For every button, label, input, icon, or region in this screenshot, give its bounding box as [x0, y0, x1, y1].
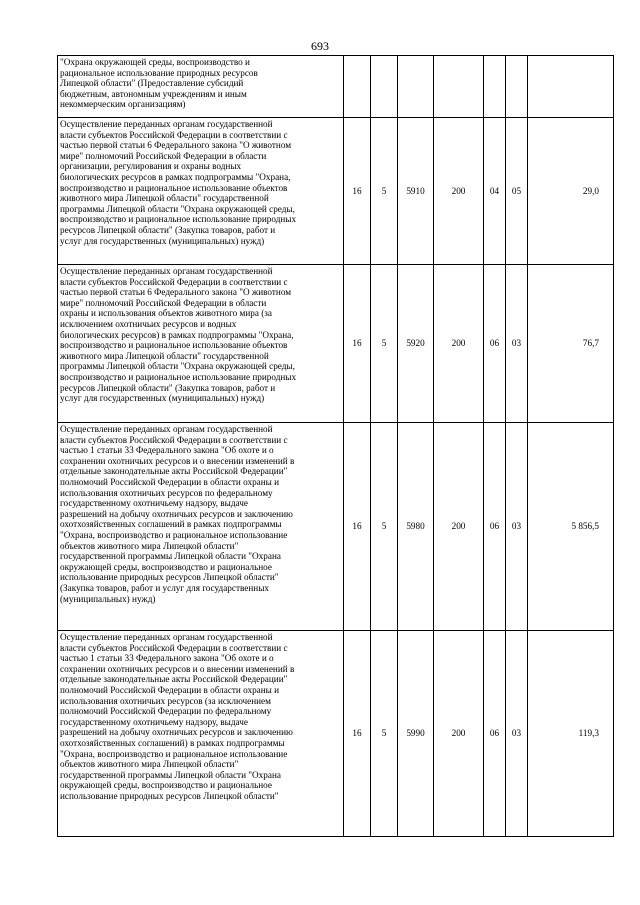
code-cell: 03	[506, 631, 528, 837]
table-row	[58, 631, 614, 837]
code-cell	[398, 56, 434, 118]
code-cell: 5	[371, 265, 398, 423]
page-number: 693	[311, 39, 329, 53]
code-cell: 05	[506, 118, 528, 265]
code-cell	[434, 56, 484, 118]
code-cell	[371, 56, 398, 118]
code-cell	[344, 56, 371, 118]
code-cell	[484, 56, 506, 118]
table-row	[58, 423, 614, 631]
code-cell: 5980	[398, 423, 434, 631]
amount-cell: 119,3	[528, 631, 614, 837]
code-cell: 5	[371, 423, 398, 631]
code-cell: 5920	[398, 265, 434, 423]
code-cell: 200	[434, 423, 484, 631]
row-description: Осуществление переданных органам государственной власти субъектов Российской Федерации в соответствии с частью 1 статьи 33 Федерального закона "Об охоте и о сохранении охотничьих ресурсов и о внесении изменений в отдельные законодательные акты Российской Федерации" полномочий Российской Федерации в области охраны и использования охотничьих ресурсов по федеральному государственному охотничьему надзору, выдаче разрешений на добычу охотничьих ресурсов и заключению охотхозяйственных соглашений в рамках подпрограммы "Охрана, воспроизводство и рациональное использование объектов животного мира Липецкой области" государственной программы Липецкой области "Охрана окружающей среды, воспроизводство и рациональное использование природных ресурсов Липецкой области" (Закупка товаров, работ и услуг для государственных (муниципальных) нужд)	[58, 423, 344, 631]
row-description: Осуществление переданных органам государственной власти субъектов Российской Федерации в соответствии с частью 1 статьи 33 Федерального закона "Об охоте и о сохранении охотничьих ресурсов и о внесении изменений в отдельные законодательные акты Российской Федерации" полномочий Российской Федерации в области охраны и использования охотничьих ресурсов (за исключением полномочий Российской Федерации по федеральному государственному охотничьему надзору, выдаче разрешений на добычу охотничьих ресурсов и заключению охотхозяйственных соглашений) в рамках подпрограммы "Охрана, воспроизводство и рациональное использование объектов животного мира Липецкой области" государственной программы Липецкой области "Охрана окружающей среды, воспроизводство и рациональное использование природных ресурсов Липецкой области"	[58, 631, 344, 837]
code-cell: 200	[434, 265, 484, 423]
code-cell: 200	[434, 118, 484, 265]
code-cell: 5910	[398, 118, 434, 265]
code-cell: 200	[434, 631, 484, 837]
code-cell: 04	[484, 118, 506, 265]
row-description: Осуществление переданных органам государственной власти субъектов Российской Федерации в соответствии с частью первой статьи 6 Федерального закона "О животном мире" полномочий Российской Федерации в области охраны и использования объектов животного мира (за исключением охотничьих ресурсов и водных биологических ресурсов) в рамках подпрограммы "Охрана, воспроизводство и рациональное использование объектов животного мира Липецкой области" государственной программы Липецкой области "Охрана окружающей среды, воспроизводство и рациональное использование природных ресурсов Липецкой области" (Закупка товаров, работ и услуг для государственных (муниципальных) нужд)	[58, 265, 344, 423]
code-cell: 03	[506, 265, 528, 423]
code-cell: 16	[344, 265, 371, 423]
code-cell: 16	[344, 118, 371, 265]
table-row	[58, 56, 614, 118]
code-cell: 16	[344, 631, 371, 837]
code-cell: 5	[371, 631, 398, 837]
amount-cell	[528, 56, 614, 118]
amount-cell: 29,0	[528, 118, 614, 265]
budget-table	[57, 55, 614, 837]
code-cell: 06	[484, 265, 506, 423]
amount-cell: 76,7	[528, 265, 614, 423]
code-cell: 16	[344, 423, 371, 631]
row-description: "Охрана окружающей среды, воспроизводство и рациональное использование природных ресурсов Липецкой области" (Предоставление субсидий бюджетным, автономным учреждениям и иным некоммерческим организациям)	[58, 56, 344, 118]
code-cell: 03	[506, 423, 528, 631]
code-cell	[506, 56, 528, 118]
row-description: Осуществление переданных органам государственной власти субъектов Российской Федерации в соответствии с частью первой статьи 6 Федерального закона "О животном мире" полномочий Российской Федерации в области организации, регулирования и охраны водных биологических ресурсов в рамках подпрограммы "Охрана, воспроизводство и рациональное использование объектов животного мира Липецкой области" государственной программы Липецкой области "Охрана окружающей среды, воспроизводство и рациональное использование природных ресурсов Липецкой области" (Закупка товаров, работ и услуг для государственных (муниципальных) нужд)	[58, 118, 344, 265]
code-cell: 5	[371, 118, 398, 265]
code-cell: 5990	[398, 631, 434, 837]
code-cell: 06	[484, 631, 506, 837]
code-cell: 06	[484, 423, 506, 631]
table-row	[58, 265, 614, 423]
amount-cell: 5 856,5	[528, 423, 614, 631]
table-row	[58, 118, 614, 265]
